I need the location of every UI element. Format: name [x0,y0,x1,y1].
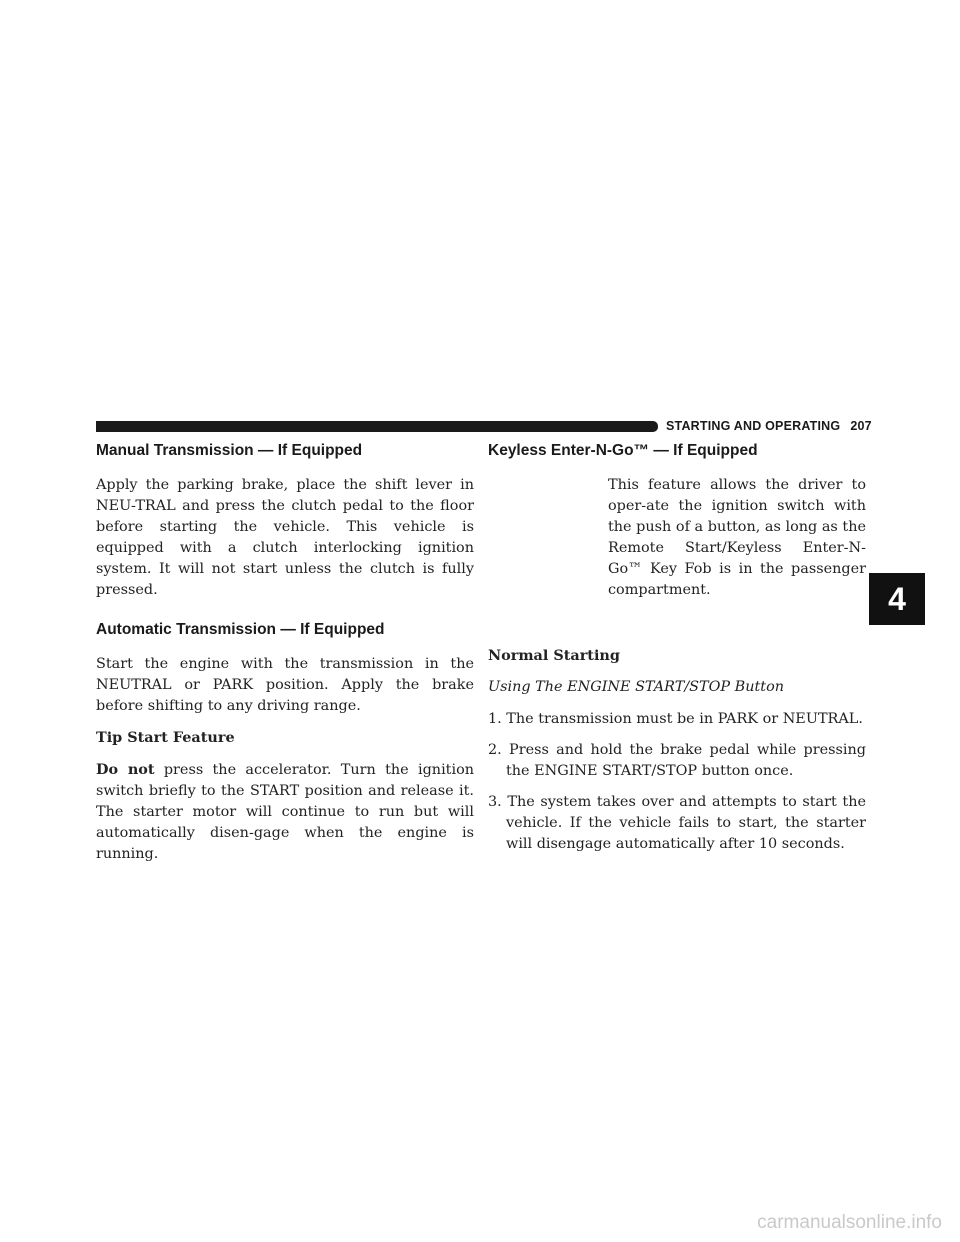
left-column [96,440,474,875]
watermark: carmanualsonline.info [757,1212,942,1233]
step-item: 2. Press and hold the brake pedal while pressing the ENGINE START/STOP button once. [488,742,866,779]
automatic-transmission-heading: Automatic Transmission — If Equipped [96,621,385,638]
tip-start-emphasis: Do not [96,761,155,778]
start-stop-subheading: Using The ENGINE START/STOP Button [488,679,785,695]
header-rule [96,421,658,432]
starting-steps [488,709,866,855]
step-item: 3. The system takes over and attempts to start the vehicle. If the vehicle fails to start, the starter will disengage automatically after 10 seconds. [488,794,866,852]
tip-start-text: press the accelerator. Turn the ignition switch briefly to the START position and release it. The starter motor will continue to run but will automatically disen-gage when the engine is running. [96,762,474,862]
page-number: 207 [850,419,872,433]
running-head [666,419,872,435]
step-item: 1. The transmission must be in PARK or NEUTRAL. [488,711,863,727]
normal-starting-heading: Normal Starting [488,647,620,664]
tip-start-body [96,759,474,865]
keyless-heading: Keyless Enter-N-Go™ — If Equipped [488,442,758,459]
keyless-body: This feature allows the driver to oper-ate the ignition switch with the push of a button, as long as the Remote Start/Keyless Enter-N-Go™ Key Fob is in the passenger compartment. [608,477,866,598]
tip-start-heading: Tip Start Feature [96,729,235,746]
chapter-tab: 4 [869,573,925,625]
manual-transmission-heading: Manual Transmission — If Equipped [96,442,363,459]
automatic-transmission-body: Start the engine with the transmission in the NEUTRAL or PARK position. Apply the brake before shifting to any driving range. [96,656,474,714]
manual-transmission-body: Apply the parking brake, place the shift lever in NEU-TRAL and press the clutch pedal to the floor before starting the vehicle. This vehicle is equipped with a clutch interlocking ignition system. It will not start unless the clutch is fully pressed. [96,477,474,598]
right-column [488,440,866,865]
section-title: STARTING AND OPERATING [666,419,841,433]
